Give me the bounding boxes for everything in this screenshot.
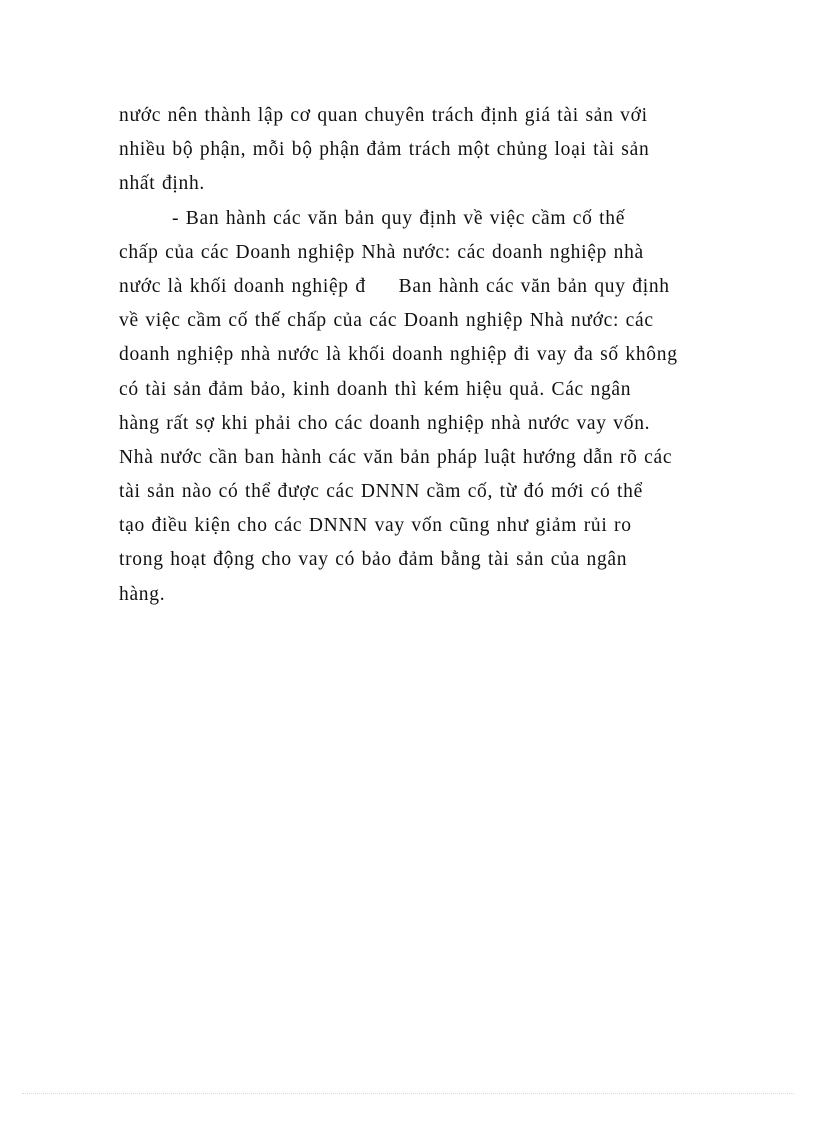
text-line: tài sản nào có thể được các DNNN cầm cố, từ đó mới có thể <box>119 481 643 503</box>
text-line: - Ban hành các văn bản quy định về việc cầm cố thế <box>172 207 626 229</box>
text-line: hàng rất sợ khi phải cho các doanh nghiệp nhà nước vay vốn. <box>119 412 651 434</box>
text-line: hàng. <box>119 583 166 605</box>
text-line: nước nên thành lập cơ quan chuyên trách định giá tài sản với <box>119 105 648 126</box>
text-line: nước là khối doanh nghiệp đ Ban hành các văn bản quy định <box>119 275 670 297</box>
body-text <box>119 99 709 612</box>
text-line: nhiều bộ phận, mỗi bộ phận đảm trách một chủng loại tài sản <box>119 139 650 161</box>
page-bottom-divider <box>22 1093 794 1094</box>
text-line: Nhà nước cần ban hành các văn bản pháp luật hướng dẫn rõ các <box>119 446 673 468</box>
text-line: trong hoạt động cho vay có bảo đảm bằng tài sản của ngân <box>119 549 628 571</box>
text-line: có tài sản đảm bảo, kinh doanh thì kém hiệu quả. Các ngân <box>119 378 632 400</box>
text-line: tạo điều kiện cho các DNNN vay vốn cũng như giảm rủi ro <box>119 515 632 537</box>
text-line: chấp của các Doanh nghiệp Nhà nước: các doanh nghiệp nhà <box>119 241 644 263</box>
text-line: về việc cầm cố thế chấp của các Doanh nghiệp Nhà nước: các <box>119 310 654 332</box>
text-line: doanh nghiệp nhà nước là khối doanh nghiệp đi vay đa số không <box>119 344 678 366</box>
text-line: nhất định. <box>119 173 205 195</box>
